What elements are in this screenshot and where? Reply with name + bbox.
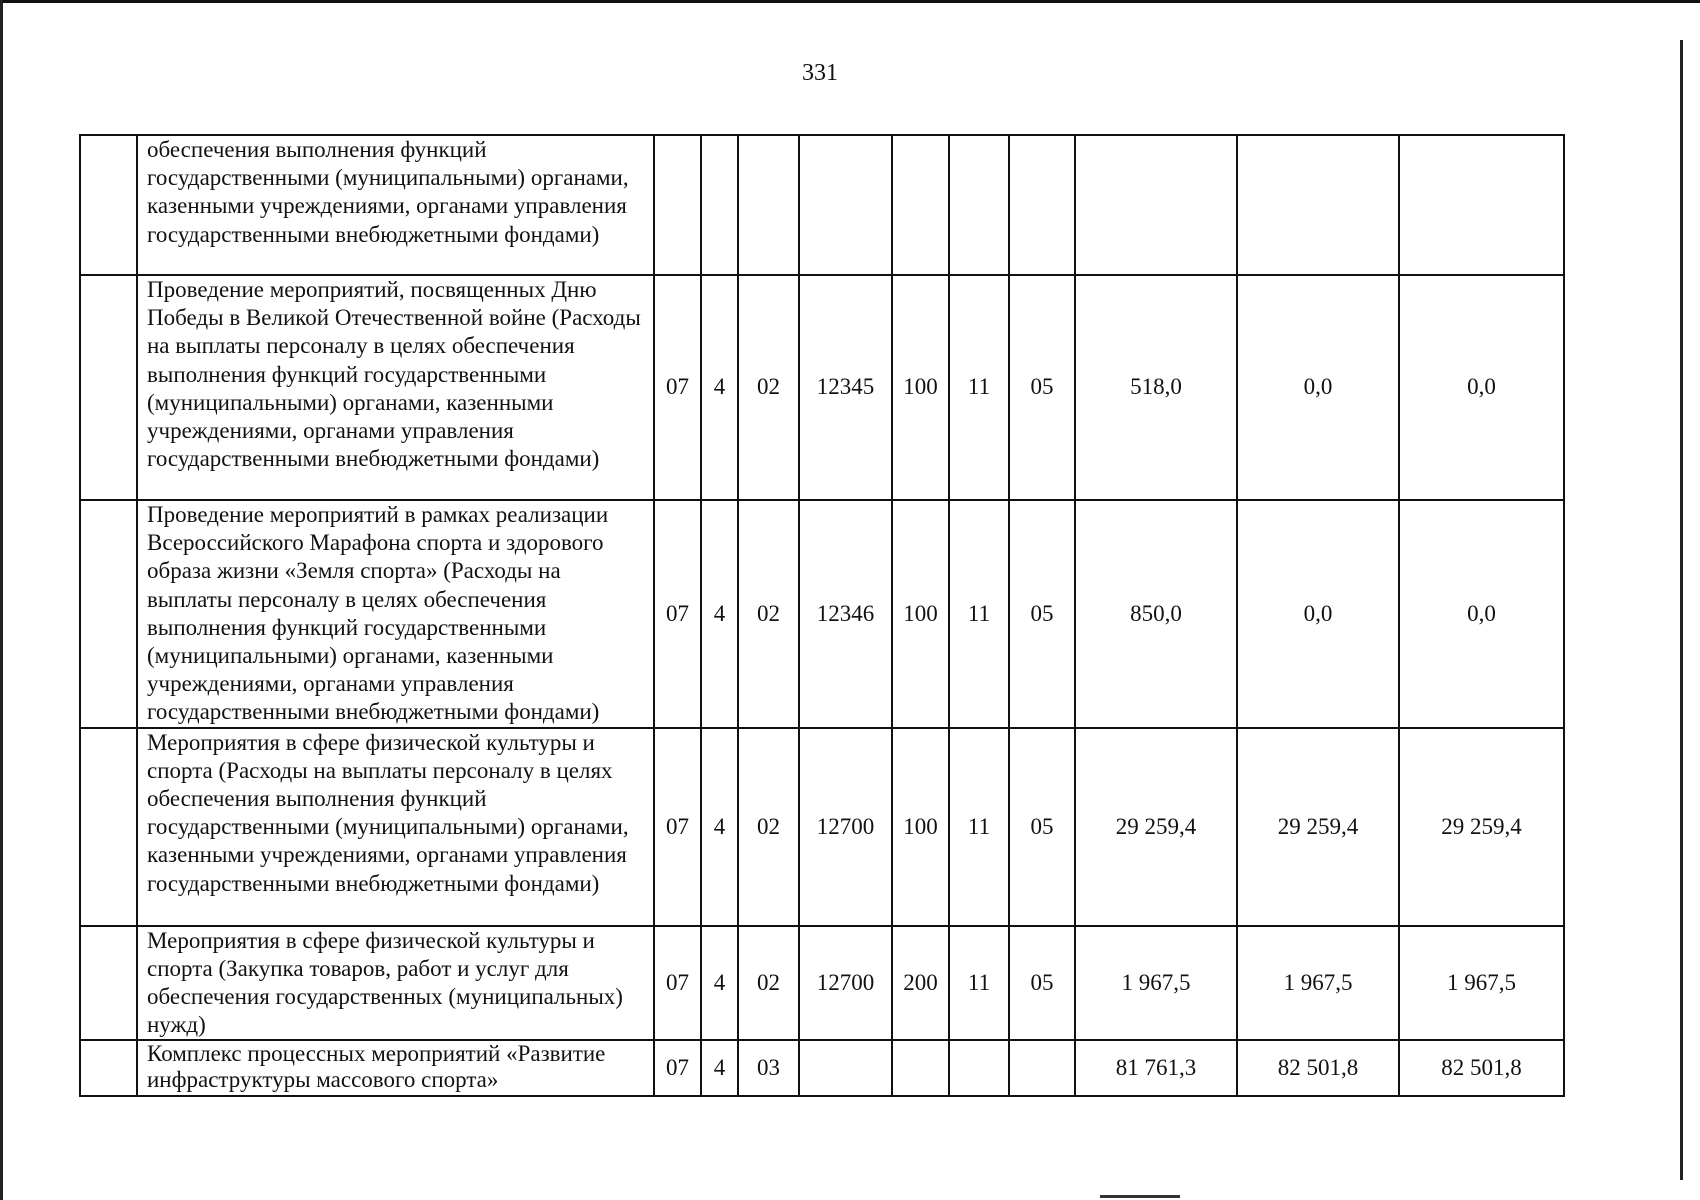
row-number-cell [80,926,137,1041]
row-name: Комплекс процессных мероприятий «Развитие инфраструктуры массового спорта» [137,1040,654,1096]
row-name: обеспечения выполнения функций государственными (муниципальными) органами, казенными учреждениями, органами управления государственными внебюджетными фондами) [137,135,654,275]
amount-cell: 0,0 [1237,500,1399,728]
code-cell: 02 [738,500,799,728]
amount-cell: 82 501,8 [1237,1040,1399,1096]
code-cell [799,1040,892,1096]
code-cell: 4 [701,1040,738,1096]
amount-cell [1399,135,1564,275]
code-cell: 11 [949,728,1009,926]
row-name: Проведение мероприятий, посвященных Дню Победы в Великой Отечественной войне (Расходы на выплаты персоналу в целях обеспечения выполнения функций государственными (муниципальными) органами, казенными учреждениями, органами управления государственными внебюджетными фондами) [137,275,654,500]
code-cell [892,135,949,275]
table-row [80,500,1564,728]
amount-cell [1075,135,1237,275]
table-row [80,926,1564,1041]
code-cell: 12700 [799,728,892,926]
amount-cell: 1 967,5 [1075,926,1237,1041]
amount-cell: 0,0 [1399,500,1564,728]
code-cell: 12346 [799,500,892,728]
amount-cell: 1 967,5 [1237,926,1399,1041]
code-cell: 4 [701,500,738,728]
amount-cell: 29 259,4 [1399,728,1564,926]
table-row [80,1040,1564,1096]
code-cell: 07 [654,275,701,500]
code-cell [1009,1040,1075,1096]
code-cell: 07 [654,1040,701,1096]
row-number-cell [80,728,137,926]
scan-border-left [0,0,3,1200]
code-cell: 4 [701,728,738,926]
code-cell: 05 [1009,500,1075,728]
amount-cell [1237,135,1399,275]
code-cell [1009,135,1075,275]
code-cell: 12700 [799,926,892,1041]
code-cell: 02 [738,728,799,926]
code-cell: 11 [949,500,1009,728]
code-cell: 07 [654,500,701,728]
row-number-cell [80,135,137,275]
amount-cell: 82 501,8 [1399,1040,1564,1096]
scan-border-right [1680,40,1683,1180]
row-name: Мероприятия в сфере физической культуры и спорта (Расходы на выплаты персоналу в целях обеспечения выполнения функций государственными (муниципальными) органами, казенными учреждениями, органами управления государственными внебюджетными фондами) [137,728,654,926]
amount-cell: 1 967,5 [1399,926,1564,1041]
code-cell: 200 [892,926,949,1041]
page-number: 331 [802,60,838,86]
code-cell: 07 [654,926,701,1041]
code-cell: 05 [1009,275,1075,500]
code-cell: 12345 [799,275,892,500]
code-cell: 11 [949,926,1009,1041]
row-number-cell [80,275,137,500]
code-cell [949,135,1009,275]
code-cell: 05 [1009,926,1075,1041]
code-cell: 05 [1009,728,1075,926]
amount-cell: 0,0 [1399,275,1564,500]
scan-border-top [0,0,1700,3]
row-number-cell [80,1040,137,1096]
row-name: Проведение мероприятий в рамках реализации Всероссийского Марафона спорта и здорового образа жизни «Земля спорта» (Расходы на выплаты персоналу в целях обеспечения выполнения функций государственными (муниципальными) органами, казенными учреждениями, органами управления государственными внебюджетными фондами) [137,500,654,728]
amount-cell: 29 259,4 [1237,728,1399,926]
amount-cell: 81 761,3 [1075,1040,1237,1096]
code-cell: 02 [738,926,799,1041]
code-cell: 02 [738,275,799,500]
code-cell: 03 [738,1040,799,1096]
scan-mark-bottom [1100,1195,1180,1198]
table-row [80,728,1564,926]
code-cell [654,135,701,275]
code-cell [701,135,738,275]
code-cell [799,135,892,275]
code-cell: 11 [949,275,1009,500]
code-cell [949,1040,1009,1096]
code-cell: 4 [701,275,738,500]
row-number-cell [80,500,137,728]
amount-cell: 0,0 [1237,275,1399,500]
code-cell: 100 [892,500,949,728]
code-cell: 4 [701,926,738,1041]
code-cell [738,135,799,275]
amount-cell: 29 259,4 [1075,728,1237,926]
table-row [80,135,1564,275]
row-name: Мероприятия в сфере физической культуры и спорта (Закупка товаров, работ и услуг для обеспечения государственных (муниципальных) нужд) [137,926,654,1041]
code-cell: 100 [892,275,949,500]
amount-cell: 850,0 [1075,500,1237,728]
code-cell: 100 [892,728,949,926]
table-row [80,275,1564,500]
code-cell: 07 [654,728,701,926]
code-cell [892,1040,949,1096]
budget-table [79,134,1565,1097]
amount-cell: 518,0 [1075,275,1237,500]
